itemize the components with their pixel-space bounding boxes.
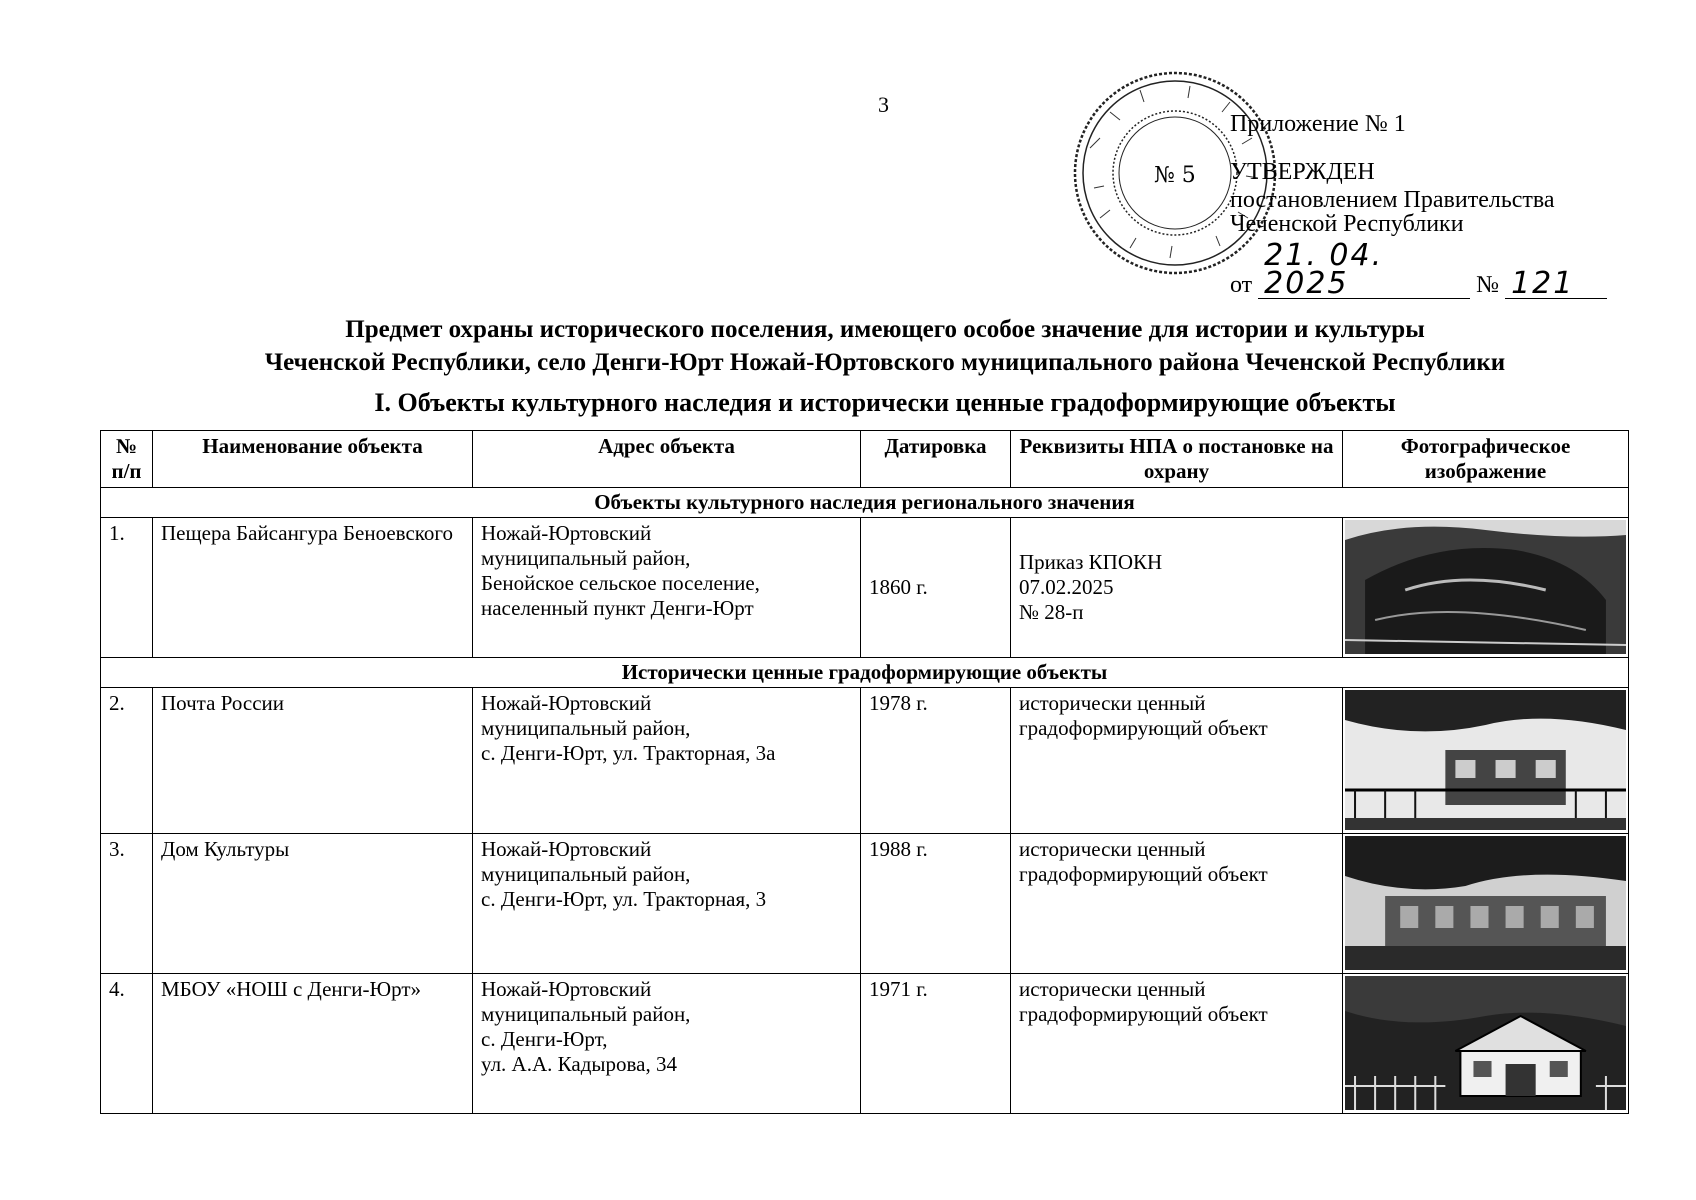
object-photo [1343,834,1629,974]
school-photo [1345,976,1626,1110]
number-label: № [1476,272,1500,298]
header-date: Датировка [861,431,1011,488]
object-name: МБОУ «НОШ с Денги-Юрт» [153,974,473,1114]
stamp-number: № 5 [1154,163,1196,188]
object-photo [1343,974,1629,1114]
object-date: 1988 г. [861,834,1011,974]
handwritten-date: 21. 04. 2025 [1258,242,1470,299]
object-address: Ножай-Юртовский муниципальный район, с. Денги-Юрт, ул. Тракторная, 3а [473,688,861,834]
object-name: Дом Культуры [153,834,473,974]
row-number: 1. [101,518,153,658]
table-row [101,688,1629,834]
title-line-2: Чеченской Республики, село Денги-Юрт Ножай-Юртовского муниципального района Чеченской Республики [264,349,1506,376]
table-row [101,834,1629,974]
post-office-photo [1345,690,1626,830]
object-npa: Приказ КПОКН 07.02.2025 № 28-п [1011,518,1343,658]
object-npa: исторически ценный градоформирующий объект [1011,974,1343,1114]
handwritten-number: 121 [1505,270,1607,299]
approved-by-line2: Чеченской Республики [1230,211,1464,237]
row-number: 2. [101,688,153,834]
approval-block [1230,110,1670,299]
group-heritage-label: Объекты культурного наследия регионального значения [101,488,1629,518]
header-photo: Фотографическое изображение [1343,431,1629,488]
approved-by-line1: постановлением Правительства [1230,187,1555,213]
object-npa: исторически ценный градоформирующий объект [1011,688,1343,834]
register-table [100,430,1629,1114]
header-num: № п/п [101,431,153,488]
header-name: Наименование объекта [153,431,473,488]
object-photo [1343,688,1629,834]
row-number: 3. [101,834,153,974]
culture-house-photo [1345,836,1626,970]
group-urban-label: Исторически ценные градоформирующие объекты [101,658,1629,688]
from-label: от [1230,272,1253,298]
object-date: 1978 г. [861,688,1011,834]
group-row-urban [101,658,1629,688]
cave-photo [1345,520,1626,654]
object-date: 1860 г. [861,518,1011,658]
object-npa: исторически ценный градоформирующий объект [1011,834,1343,974]
header-address: Адрес объекта [473,431,861,488]
object-date: 1971 г. [861,974,1011,1114]
header-npa: Реквизиты НПА о постановке на охрану [1011,431,1343,488]
page-number: 3 [878,92,889,117]
row-number: 4. [101,974,153,1114]
group-row-heritage [101,488,1629,518]
object-address: Ножай-Юртовский муниципальный район, Бенойское сельское поселение, населенный пункт Денги-Юрт [473,518,861,658]
object-address: Ножай-Юртовский муниципальный район, с. Денги-Юрт, ул. Тракторная, 3 [473,834,861,974]
appendix-label: Приложение № 1 [1230,111,1406,137]
document-title [150,313,1620,379]
object-address: Ножай-Юртовский муниципальный район, с. Денги-Юрт, ул. А.А. Кадырова, 34 [473,974,861,1114]
title-line-1: Предмет охраны исторического поселения, имеющего особое значение для истории и культуры [345,316,1425,343]
table-row [101,518,1629,658]
object-name: Почта России [153,688,473,834]
section-title: I. Объекты культурного наследия и исторически ценные градоформирующие объекты [374,388,1396,417]
approved-label: УТВЕРЖДЕН [1230,159,1375,185]
object-name: Пещера Байсангура Беноевского [153,518,473,658]
table-header-row [101,431,1629,488]
table-row [101,974,1629,1114]
object-photo [1343,518,1629,658]
